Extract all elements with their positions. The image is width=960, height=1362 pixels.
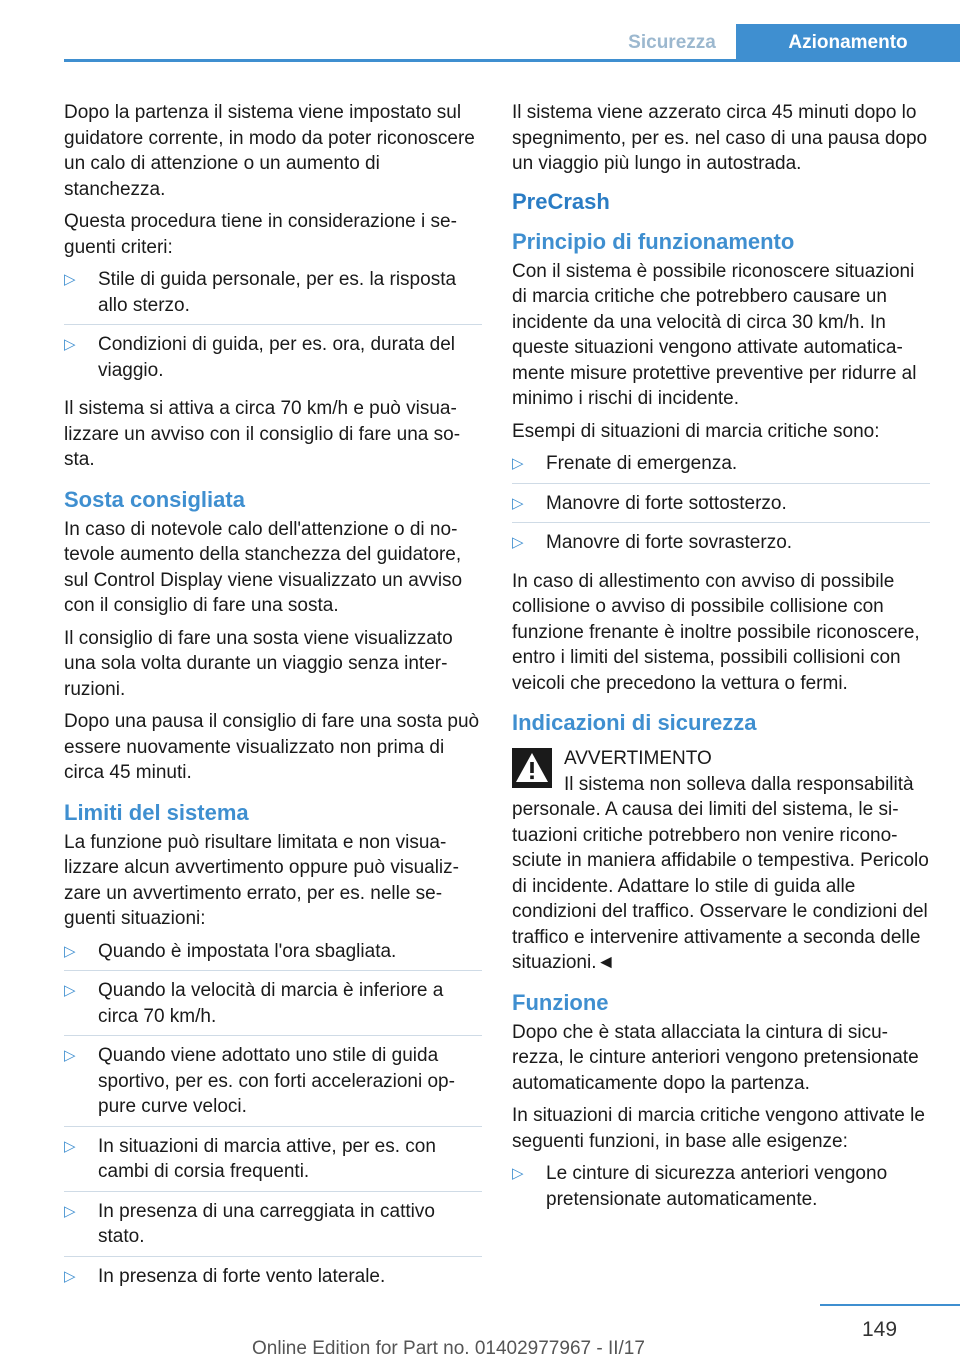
- heading-indicazioni: Indicazioni di sicurezza: [512, 710, 757, 735]
- list-item-text: Stile di guida personale, per es. la risposta allo sterzo.: [98, 269, 457, 316]
- list-item-text: In situazioni di marcia attive, per es. con cambi di corsia frequenti.: [98, 1135, 436, 1182]
- list-item: [64, 939, 482, 972]
- warning-triangle-icon: [512, 748, 552, 788]
- heading-funzione: Funzione: [512, 989, 609, 1015]
- list-item-text: Manovre di forte sottosterzo.: [546, 492, 787, 514]
- list-item-text: Condizioni di guida, per es. ora, durata del viaggio.: [98, 334, 456, 381]
- list-item-text: Frenate di emergenza.: [546, 453, 738, 474]
- triangle-right-icon: ▷: [64, 1202, 76, 1220]
- triangle-right-icon: ▷: [512, 455, 524, 472]
- paragraph: Esempi di situazioni di marcia critiche sono:: [512, 420, 880, 442]
- list-item-text: Quando la velocità di marcia è inferiore a circa 70 km/h.: [98, 980, 444, 1027]
- footer-divider: [820, 1304, 960, 1306]
- list-item: [64, 332, 482, 389]
- triangle-right-icon: ▷: [64, 982, 76, 999]
- paragraph: Il sistema si attiva a circa 70 km/h e può visualizzare un avviso con il consiglio di fare una sosta.: [64, 398, 461, 470]
- paragraph: La funzione può risultare limitata e non visualizzare alcun avvertimento oppure può visualizzare un avvertimento errato, per es. nelle seguenti situazioni:: [64, 831, 459, 929]
- triangle-right-icon: ▷: [64, 336, 76, 353]
- functions-list: [512, 1161, 930, 1218]
- triangle-right-icon: ▷: [64, 1267, 76, 1285]
- list-item: [512, 1161, 930, 1218]
- list-item: [512, 530, 930, 562]
- paragraph: In caso di allestimento con avviso di possibile collisione o avviso di possibile collisione con funzione frenante è inoltre possibile riconoscere, entro i limiti del sistema, possibili collisioni con veicoli che precedono la vettura o fermi.: [512, 570, 920, 694]
- paragraph: Questa procedura tiene in considerazione i seguenti criteri:: [64, 211, 457, 258]
- list-item: [64, 1199, 482, 1257]
- list-item: [512, 451, 930, 484]
- heading-sosta-consigliata: Sosta consigliata: [64, 486, 245, 512]
- warning-title: AVVERTIMENTO: [564, 748, 712, 769]
- paragraph: Il sistema viene azzerato circa 45 minuti dopo lo spegnimento, per es. nel caso di una pausa dopo un viaggio più lungo in autostrada.: [512, 102, 928, 174]
- list-item-text: Quando viene adottato uno stile di guida sportivo, per es. con forti accelerazioni oppure curve veloci.: [98, 1045, 455, 1117]
- criteria-list: [64, 267, 482, 389]
- triangle-right-icon: ▷: [64, 1137, 76, 1155]
- triangle-right-icon: ▷: [64, 942, 76, 960]
- tab-azionamento[interactable]: Azionamento: [736, 24, 960, 62]
- page-number: 149: [862, 1318, 898, 1341]
- list-item: [64, 1264, 482, 1296]
- tab-sicurezza[interactable]: Sicurezza: [628, 32, 716, 53]
- list-item-text: Quando è impostata l'ora sbagliata.: [98, 940, 397, 962]
- list-item: [512, 491, 930, 524]
- list-item-text: In presenza di forte vento laterale.: [98, 1265, 386, 1287]
- header-divider: [64, 59, 960, 62]
- limits-list: [64, 939, 482, 1296]
- list-item: [64, 978, 482, 1036]
- paragraph: In situazioni di marcia critiche vengono attivate le seguenti funzioni, in base alle esigenze:: [512, 1105, 925, 1152]
- edition-footer: Online Edition for Part no. 01402977967 - II/17: [252, 1338, 645, 1359]
- paragraph: In caso di notevole calo dell'attenzione o di notevole aumento della stanchezza del guidatore, sul Control Display viene visualizzato un avviso con il consiglio di fare una sosta.: [64, 518, 463, 616]
- page-header: [64, 24, 960, 62]
- list-item-text: Manovre di forte sovrasterzo.: [546, 532, 793, 553]
- warning-box: [512, 746, 930, 976]
- paragraph: Dopo la partenza il sistema viene impostato sul guidatore corrente, in modo da poter riconoscere un calo di attenzione o un aumento di stanchezza.: [64, 102, 475, 200]
- warning-text: Il sistema non solleva dalla responsabilità personale. A causa dei limiti del sistema, le situazioni critiche potrebbero non venire riconosciute in maniera affidabile o tempestiva. Pericolo di incidente. Adattare lo stile di guida alle condizioni del traffico. Osservare le condizioni del traffico e intervenire attivamente a seconda delle situazioni.◄: [512, 773, 929, 973]
- heading-precrash: PreCrash: [512, 188, 610, 214]
- right-column: [512, 100, 930, 1225]
- triangle-right-icon: ▷: [512, 494, 524, 512]
- paragraph: Con il sistema è possibile riconoscere situazioni di marcia critiche che potrebbero causare un incidente da una velocità di circa 30 km/h. In queste situazioni vengono attivate automaticamente misure protettive preventive per ridurre al minimo i rischi di incidente.: [512, 260, 917, 409]
- triangle-right-icon: ▷: [64, 1047, 76, 1064]
- list-item: [64, 1134, 482, 1192]
- paragraph: Dopo una pausa il consiglio di fare una sosta può essere nuovamente visualizzato non prima di circa 45 minuti.: [64, 711, 480, 783]
- list-item-text: In presenza di una carreggiata in cattivo stato.: [98, 1200, 435, 1247]
- triangle-right-icon: ▷: [64, 271, 76, 288]
- triangle-right-icon: ▷: [512, 1165, 524, 1182]
- list-item-text: Le cinture di sicurezza anteriori vengono pretensionate automaticamente.: [546, 1163, 888, 1210]
- list-item: [64, 267, 482, 325]
- left-column: [64, 100, 482, 1302]
- triangle-right-icon: ▷: [512, 534, 524, 551]
- heading-limiti-del-sistema: Limiti del sistema: [64, 799, 249, 825]
- list-item: [64, 1043, 482, 1127]
- heading-principio: Principio di funzionamento: [512, 228, 795, 254]
- critical-situations-list: [512, 451, 930, 562]
- paragraph: Il consiglio di fare una sosta viene visualizzato una sola volta durante un viaggio senza interruzioni.: [64, 627, 453, 700]
- paragraph: Dopo che è stata allacciata la cintura di sicurezza, le cinture anteriori vengono pretensionate automaticamente dopo la partenza.: [512, 1021, 919, 1094]
